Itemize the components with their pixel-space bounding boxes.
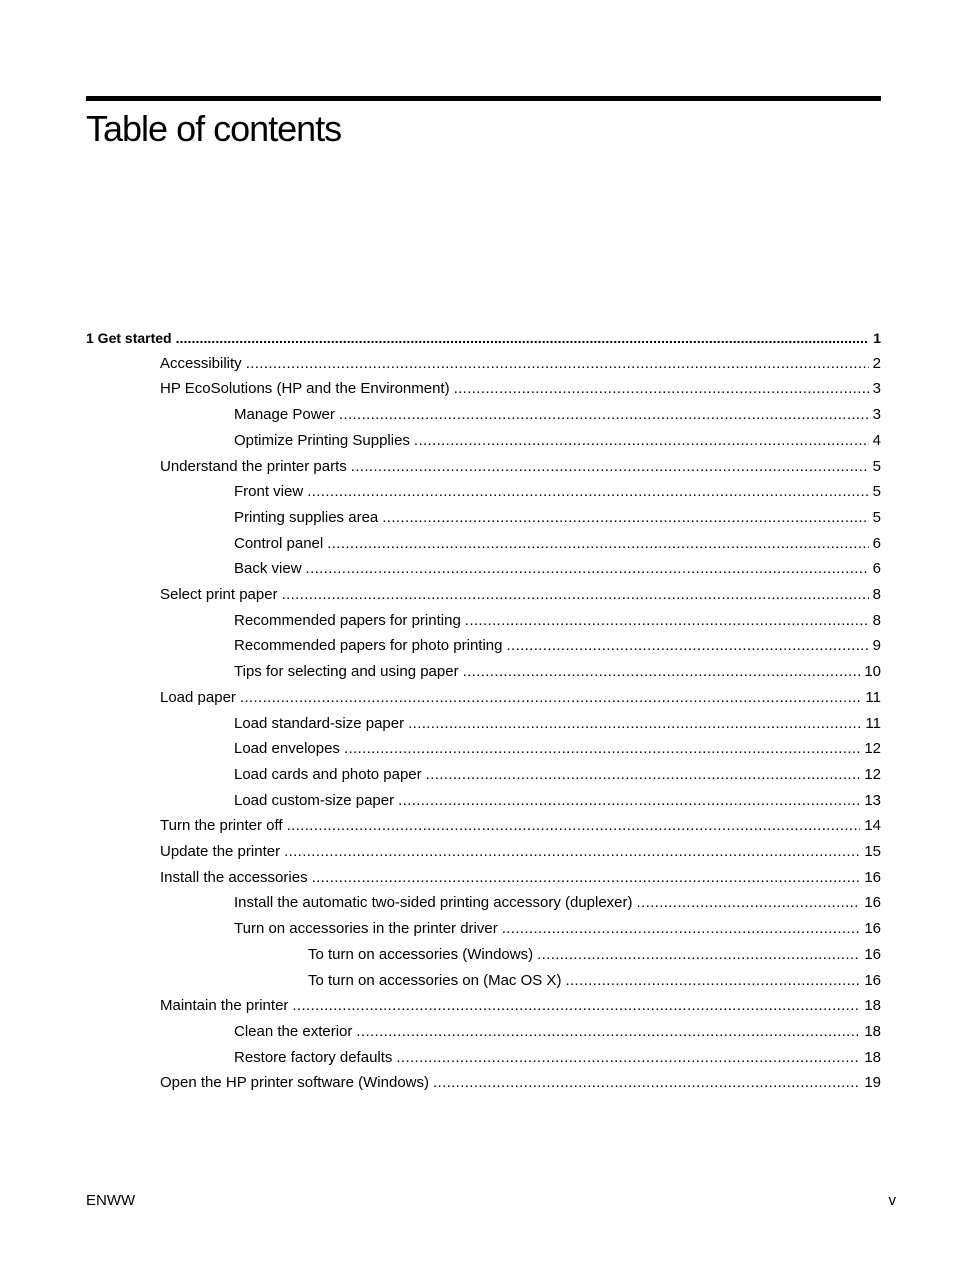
toc-entry-page: 11 [865,715,881,732]
toc-entry[interactable] [234,1047,881,1069]
toc-dot-leader [292,995,860,1017]
toc-entry-label: Load cards and photo paper [234,766,422,783]
toc-entry-page: 13 [864,792,881,809]
toc-entry[interactable] [234,764,881,786]
toc-entry[interactable] [234,892,881,914]
toc-dot-leader [463,661,861,683]
toc-entry[interactable] [234,918,881,940]
toc-dot-leader [408,713,861,735]
toc-dot-leader [454,378,869,400]
toc-entry[interactable] [234,404,881,426]
toc-entry[interactable] [160,1072,881,1094]
toc-entry-page: 18 [864,997,881,1014]
toc-entry-label: Recommended papers for printing [234,612,461,629]
toc-entry-page: 16 [864,972,881,989]
toc-entry-label: Maintain the printer [160,997,289,1014]
toc-entry-label: Optimize Printing Supplies [234,432,410,449]
toc-dot-leader [414,430,869,452]
toc-entry-label: Select print paper [160,586,278,603]
toc-dot-leader [382,507,868,529]
toc-entry-page: 8 [872,586,881,603]
toc-dot-leader [282,584,869,606]
toc-entry-label: HP EcoSolutions (HP and the Environment) [160,380,450,397]
toc-entry-label: Understand the printer parts [160,458,347,475]
toc-dot-leader [398,790,860,812]
toc-entry-page: 3 [872,406,881,423]
toc-entry-label: Load custom-size paper [234,792,395,809]
toc-entry[interactable] [234,610,881,632]
toc-entry[interactable] [234,790,881,812]
toc-dot-leader [176,327,870,349]
toc-entry[interactable] [234,661,881,683]
toc-entry-label: Control panel [234,535,324,552]
toc-entry-page: 16 [864,946,881,963]
toc-entry-label: Open the HP printer software (Windows) [160,1074,429,1091]
toc-entry-label: Turn the printer off [160,817,283,834]
toc-entry-page: 12 [864,766,881,783]
toc-dot-leader [312,867,861,889]
toc-dot-leader [306,558,869,580]
toc-dot-leader [240,687,862,709]
toc-entry[interactable] [160,815,881,837]
toc-entry[interactable] [234,635,881,657]
toc-entry-label: Back view [234,560,302,577]
toc-entry-page: 4 [872,432,881,449]
toc-entry-page: 5 [872,458,881,475]
toc-dot-leader [637,892,861,914]
toc-entry[interactable] [308,944,881,966]
toc-entry[interactable] [234,738,881,760]
toc-entry[interactable] [234,507,881,529]
toc-entry[interactable] [160,456,881,478]
toc-entry[interactable] [160,378,881,400]
footer-page-number: v [888,1192,896,1209]
toc-entry[interactable] [160,584,881,606]
toc-entry-label: Clean the exterior [234,1023,353,1040]
toc-dot-leader [246,353,869,375]
toc-dot-leader [565,970,860,992]
toc-chapter-entry[interactable] [86,327,881,349]
toc-dot-leader [344,738,860,760]
toc-dot-leader [507,635,869,657]
toc-dot-leader [356,1021,860,1043]
toc-entry[interactable] [160,867,881,889]
title-rule [86,96,881,101]
toc-entry-label: Install the automatic two-sided printing accessory (duplexer) [234,894,633,911]
toc-entry-page: 2 [872,355,881,372]
toc-entry-label: Tips for selecting and using paper [234,663,459,680]
toc-entry[interactable] [160,687,881,709]
toc-entry-page: 3 [872,380,881,397]
toc-entry-label: Front view [234,483,304,500]
toc-entry-label: Accessibility [160,355,242,372]
toc-entry-label: Load standard-size paper [234,715,405,732]
toc-entry-label: Update the printer [160,843,281,860]
toc-entry[interactable] [234,1021,881,1043]
toc-entry-page: 1 [873,330,881,346]
toc-entry[interactable] [160,353,881,375]
toc-entry-page: 10 [864,663,881,680]
toc-dot-leader [396,1047,860,1069]
toc-entry-page: 16 [864,869,881,886]
toc-entry-page: 16 [864,920,881,937]
toc-entry-page: 5 [872,483,881,500]
toc-entry-page: 16 [864,894,881,911]
toc-dot-leader [287,815,861,837]
toc-entry-label: To turn on accessories on (Mac OS X) [308,972,562,989]
toc-entry-label: Load paper [160,689,236,706]
toc-entry-label: Load envelopes [234,740,340,757]
toc-dot-leader [327,533,868,555]
toc-dot-leader [537,944,860,966]
toc-entry[interactable] [234,481,881,503]
toc-entry-page: 8 [872,612,881,629]
toc-dot-leader [351,456,869,478]
toc-entry[interactable] [160,841,881,863]
toc-entry-page: 11 [865,689,881,706]
toc-entry-page: 6 [872,560,881,577]
toc-entry-label: To turn on accessories (Windows) [308,946,534,963]
footer-doc-code: ENWW [86,1192,136,1209]
toc-entry-label: Restore factory defaults [234,1049,393,1066]
toc-entry-page: 12 [864,740,881,757]
toc-entry-page: 14 [864,817,881,834]
toc-dot-leader [426,764,861,786]
toc-entry[interactable] [234,430,881,452]
toc-dot-leader [339,404,869,426]
toc-entry-label: Printing supplies area [234,509,379,526]
toc-entry[interactable] [160,995,881,1017]
toc-dot-leader [284,841,860,863]
toc-entry-label: Install the accessories [160,869,308,886]
toc-entry-label: Recommended papers for photo printing [234,637,503,654]
toc-entry-page: 18 [864,1049,881,1066]
toc-entry-page: 9 [872,637,881,654]
toc-entry-label: 1 Get started [86,330,172,346]
toc-entry-page: 18 [864,1023,881,1040]
toc-entry[interactable] [234,713,881,735]
toc-entry-page: 19 [864,1074,881,1091]
toc-dot-leader [307,481,868,503]
toc-dot-leader [465,610,869,632]
toc-entry-page: 6 [872,535,881,552]
toc-entry-page: 5 [872,509,881,526]
toc-entry[interactable] [308,970,881,992]
toc-dot-leader [502,918,861,940]
toc-entry-label: Manage Power [234,406,335,423]
toc-entry-label: Turn on accessories in the printer driver [234,920,498,937]
toc-entry[interactable] [234,558,881,580]
toc-entry[interactable] [234,533,881,555]
toc-entry-page: 15 [864,843,881,860]
page-title: Table of contents [86,108,342,149]
toc-dot-leader [433,1072,860,1094]
